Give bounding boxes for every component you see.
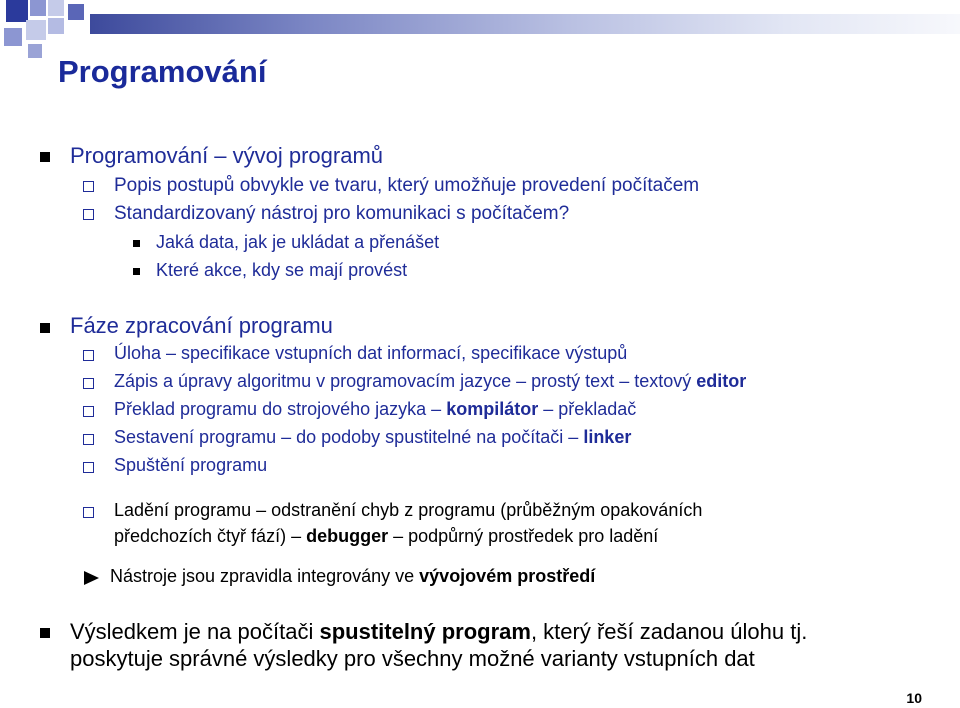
- phase-link-text: Sestavení programu – do podoby spustitelné na počítači –: [114, 427, 584, 447]
- phase-writing-text: Zápis a úpravy algoritmu v programovacím jazyce – prostý text – textový: [114, 371, 697, 391]
- phase-debug-line1: Ladění programu – odstranění chyb z programu (průběžným opakováních: [114, 500, 703, 520]
- phase-task: Úloha – specifikace vstupních dat informací, specifikace výstupů: [114, 343, 628, 363]
- phase-debug-tail: – podpůrný prostředek pro ladění: [388, 526, 659, 546]
- small-square-bullet-icon: [133, 268, 140, 275]
- editor-term: editor: [696, 371, 747, 391]
- debugger-term: debugger: [306, 526, 389, 546]
- phase-link: [114, 427, 631, 448]
- result-line1: [70, 619, 807, 645]
- bullet-square-icon: [40, 323, 50, 333]
- header-gradient-bar: [90, 14, 960, 34]
- section-heading-phases: Fáze zpracování programu: [70, 313, 333, 338]
- phase-compile: [114, 399, 636, 420]
- phase-writing: [114, 371, 746, 392]
- item-standardized-tool: Standardizovaný nástroj pro komunikaci s počítačem?: [114, 203, 570, 224]
- bullet-square-icon: [40, 152, 50, 162]
- result-line2: poskytuje správné výsledky pro všechny možné varianty vstupních dat: [70, 646, 755, 671]
- section-heading-programming: Programování – vývoj programů: [70, 143, 384, 168]
- hollow-square-bullet-icon: [83, 378, 94, 389]
- phase-compile-tail: – překladač: [538, 399, 637, 419]
- hollow-square-bullet-icon: [83, 209, 94, 220]
- phase-run: Spuštění programu: [114, 455, 268, 475]
- hollow-square-bullet-icon: [83, 507, 94, 518]
- hollow-square-bullet-icon: [83, 181, 94, 192]
- phase-debug-text: předchozích čtyř fází) –: [114, 526, 307, 546]
- result-tail: , který řeší zadanou úlohu tj.: [530, 619, 808, 644]
- arrow-right-icon: [84, 571, 99, 585]
- ide-note: [110, 566, 595, 587]
- hollow-square-bullet-icon: [83, 462, 94, 473]
- compiler-term: kompilátor: [446, 399, 539, 419]
- page-title: Programování: [58, 54, 267, 89]
- hollow-square-bullet-icon: [83, 350, 94, 361]
- item-description: Popis postupů obvykle ve tvaru, který umožňuje provedení počítačem: [114, 175, 700, 196]
- linker-term: linker: [583, 427, 632, 447]
- bullet-square-icon: [40, 628, 50, 638]
- result-text: Výsledkem je na počítači: [70, 619, 320, 644]
- phase-compile-text: Překlad programu do strojového jazyka –: [114, 399, 447, 419]
- ide-note-text: Nástroje jsou zpravidla integrovány ve: [110, 566, 420, 586]
- subitem-data: Jaká data, jak je ukládat a přenášet: [156, 232, 440, 252]
- hollow-square-bullet-icon: [83, 434, 94, 445]
- subitem-actions: Které akce, kdy se mají provést: [156, 260, 408, 280]
- small-square-bullet-icon: [133, 240, 140, 247]
- executable-program-term: spustitelný program: [319, 619, 531, 644]
- ide-term: vývojovém prostředí: [419, 566, 596, 586]
- page-number: 10: [906, 690, 922, 706]
- phase-debug-line2: [114, 526, 658, 547]
- hollow-square-bullet-icon: [83, 406, 94, 417]
